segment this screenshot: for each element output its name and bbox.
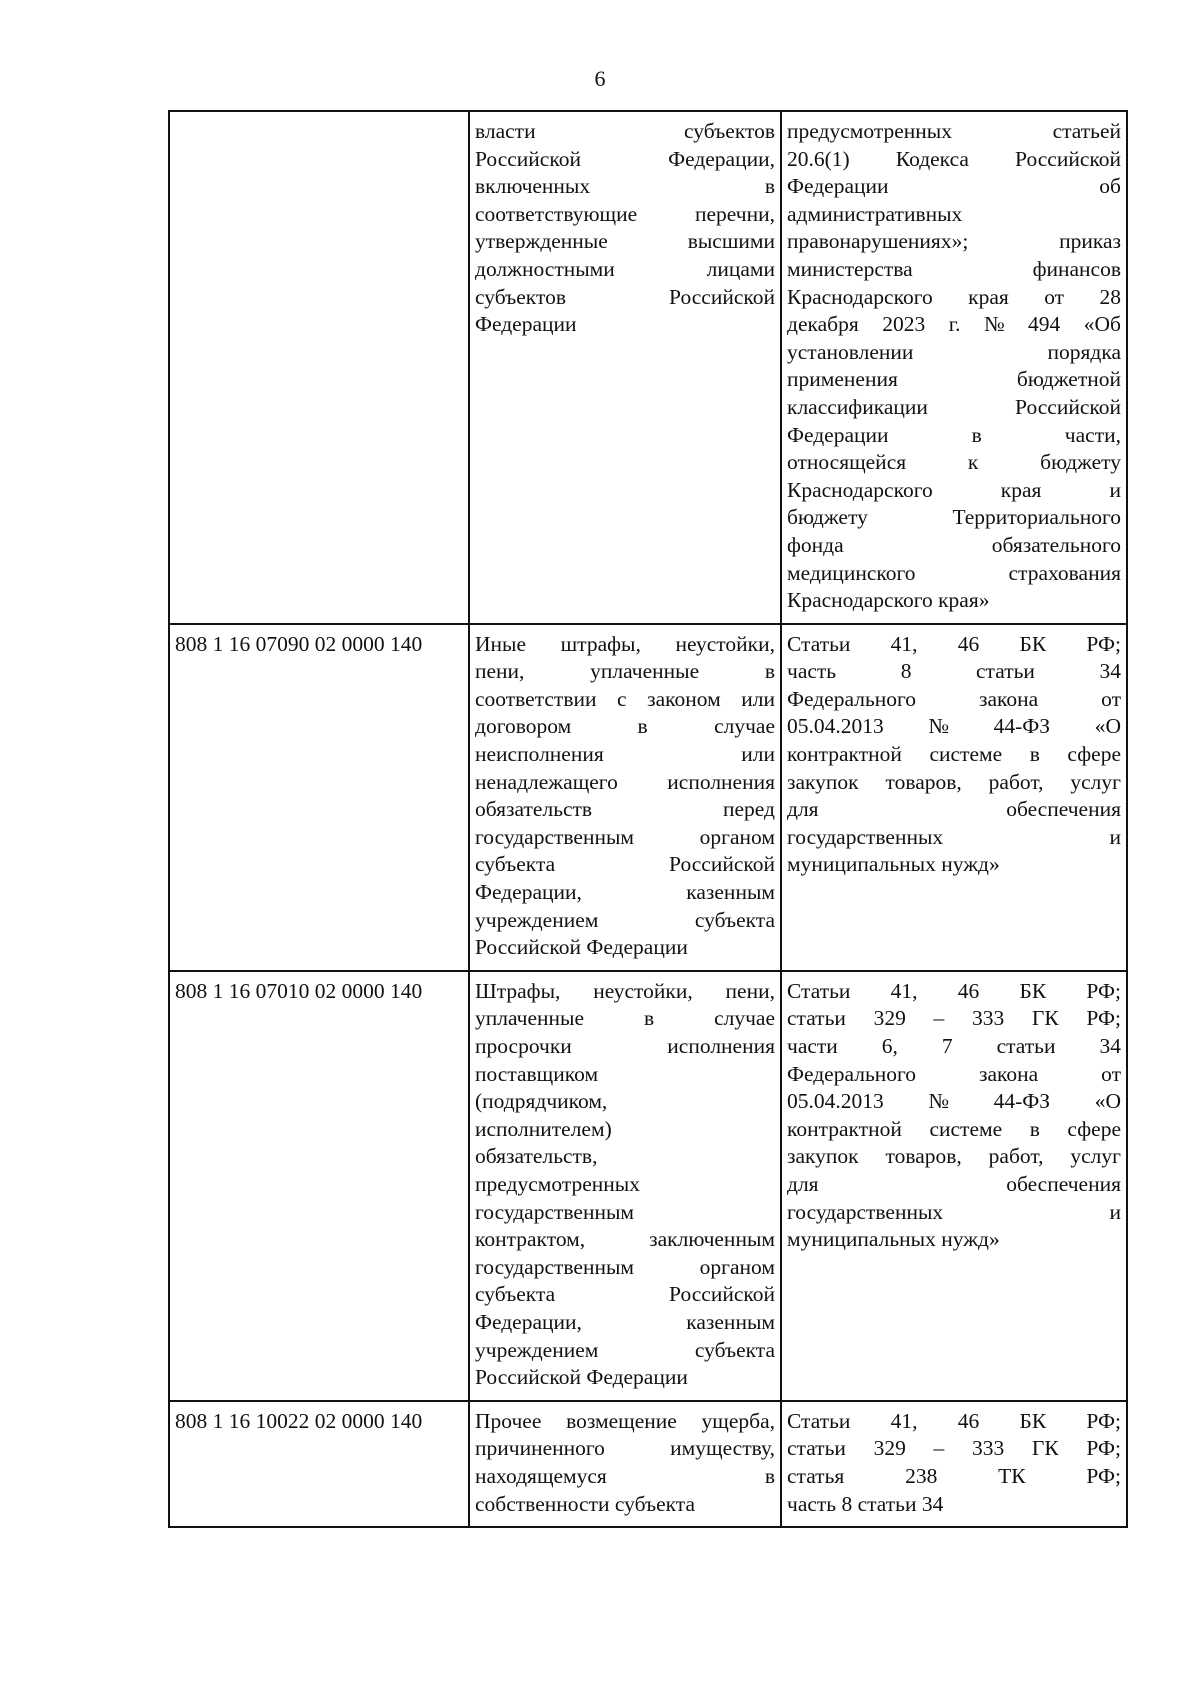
legal-basis-line: относящейся к бюджету xyxy=(787,450,1121,475)
table-row xyxy=(169,1401,1127,1527)
legal-basis-line: медицинского страхования xyxy=(787,560,1121,585)
legal-basis-line: применения бюджетной xyxy=(787,367,1121,392)
revenue-name-line: соответствующие перечни, xyxy=(475,201,775,226)
legal-basis-line: Краснодарского края» xyxy=(787,588,990,613)
legal-basis-line: части 6, 7 статьи 34 xyxy=(787,1034,1121,1058)
revenue-code-cell: 808 1 16 10022 02 0000 140 xyxy=(169,1401,469,1527)
revenue-name-line: причиненного имуществу, xyxy=(475,1436,775,1461)
revenue-name-line: обязательств перед xyxy=(475,797,775,822)
legal-basis-line: декабря 2023 г. № 494 «Об xyxy=(787,312,1121,337)
revenue-name-line: Российской Федерации xyxy=(475,935,688,960)
legal-basis-line: для обеспечения xyxy=(787,1171,1121,1196)
revenue-name-line: утвержденные высшими xyxy=(475,229,775,254)
revenue-name-line: пени, уплаченные в xyxy=(475,659,775,684)
legal-basis-line: Федерального закона от xyxy=(787,686,1121,711)
legal-basis-line: закупок товаров, работ, услуг xyxy=(787,769,1121,794)
legal-basis-line: Федерального закона от xyxy=(787,1061,1121,1086)
revenue-name-line: власти субъектов xyxy=(475,119,775,143)
revenue-name-line: учреждением субъекта xyxy=(475,1337,775,1362)
legal-basis-line: правонарушениях»; приказ xyxy=(787,229,1121,254)
page-number: 6 xyxy=(594,66,606,91)
revenue-name-line: Штрафы, неустойки, пени, xyxy=(475,978,775,1003)
legal-basis-line: государственных и xyxy=(787,824,1121,849)
legal-basis-line: 20.6(1) Кодекса Российской xyxy=(787,146,1121,171)
revenue-name-line: обязательств, xyxy=(475,1144,598,1169)
legal-basis-line: муниципальных нужд» xyxy=(787,852,1000,877)
legal-basis-line: министерства финансов xyxy=(787,256,1121,281)
legal-basis-line: статьи 329 – 333 ГК РФ; xyxy=(787,1006,1121,1031)
revenue-name-line: просрочки исполнения xyxy=(475,1034,775,1058)
revenue-name-line: Прочее возмещение ущерба, xyxy=(475,1408,775,1433)
revenue-name-line: уплаченные в случае xyxy=(475,1006,775,1031)
revenue-name-line: должностными лицами xyxy=(475,256,775,281)
revenue-name-line: Иные штрафы, неустойки, xyxy=(475,631,775,656)
legal-basis-line: статья 238 ТК РФ; xyxy=(787,1463,1121,1488)
legal-basis-line: государственных и xyxy=(787,1199,1121,1224)
revenue-name-line: Федерации, казенным xyxy=(475,1309,775,1334)
legal-basis-line: Федерации в части, xyxy=(787,422,1121,447)
revenue-name-line: государственным органом xyxy=(475,824,775,849)
legal-basis-line: Статьи 41, 46 БК РФ; xyxy=(787,1408,1121,1433)
legal-basis-line: муниципальных нужд» xyxy=(787,1227,1000,1252)
legal-basis-line: Статьи 41, 46 БК РФ; xyxy=(787,978,1121,1003)
revenue-name-line: ненадлежащего исполнения xyxy=(475,769,775,794)
legal-basis-cell xyxy=(781,111,1127,624)
legal-basis-line: Федерации об xyxy=(787,174,1121,199)
legal-basis-line: бюджету Территориального xyxy=(787,505,1121,530)
revenue-name-line: находящемуся в xyxy=(475,1463,775,1488)
revenue-name-line: (подрядчиком, xyxy=(475,1089,608,1114)
legal-basis-line: 05.04.2013 № 44-ФЗ «О xyxy=(787,714,1121,739)
legal-basis-line: административных xyxy=(787,201,963,226)
legal-basis-cell xyxy=(781,971,1127,1401)
revenue-name-line: поставщиком xyxy=(475,1061,599,1086)
revenue-name-line: субъектов Российской xyxy=(475,284,775,309)
revenue-name-line: Российской Федерации, xyxy=(475,146,775,171)
legal-basis-cell xyxy=(781,1401,1127,1527)
legal-basis-line: классификации Российской xyxy=(787,394,1121,419)
revenue-name-cell xyxy=(469,971,781,1401)
revenue-code-cell: 808 1 16 07090 02 0000 140 xyxy=(169,624,469,971)
revenue-name-line: субъекта Российской xyxy=(475,852,775,877)
revenue-name-line: предусмотренных xyxy=(475,1171,640,1196)
legal-basis-cell xyxy=(781,624,1127,971)
table-row xyxy=(169,111,1127,624)
revenue-name-line: контрактом, заключенным xyxy=(475,1227,775,1252)
revenue-name-line: Федерации xyxy=(475,312,577,337)
revenue-name-line: исполнителем) xyxy=(475,1116,612,1141)
revenue-name-line: соответствии с законом или xyxy=(475,686,775,711)
revenue-name-line: субъекта Российской xyxy=(475,1282,775,1307)
revenue-name-cell xyxy=(469,111,781,624)
revenue-name-line: учреждением субъекта xyxy=(475,907,775,932)
revenue-name-line: договором в случае xyxy=(475,714,775,739)
legal-basis-line: Статьи 41, 46 БК РФ; xyxy=(787,631,1121,656)
revenue-name-cell xyxy=(469,624,781,971)
revenue-name-line: государственным органом xyxy=(475,1254,775,1279)
legal-basis-line: фонда обязательного xyxy=(787,532,1121,557)
revenue-name-line: включенных в xyxy=(475,174,775,199)
table-row xyxy=(169,624,1127,971)
legal-basis-line: контрактной системе в сфере xyxy=(787,1116,1121,1141)
legal-basis-line: закупок товаров, работ, услуг xyxy=(787,1144,1121,1169)
revenue-name-line: Федерации, казенным xyxy=(475,880,775,905)
revenue-name-line: Российской Федерации xyxy=(475,1365,688,1390)
legal-basis-line: 05.04.2013 № 44-ФЗ «О xyxy=(787,1089,1121,1114)
revenue-codes-table xyxy=(168,110,1128,1528)
legal-basis-line: часть 8 статьи 34 xyxy=(787,659,1121,684)
legal-basis-line: часть 8 статьи 34 xyxy=(787,1491,944,1516)
legal-basis-line: установлении порядка xyxy=(787,339,1121,364)
revenue-name-line: неисполнения или xyxy=(475,742,775,767)
revenue-code-cell xyxy=(169,111,469,624)
table-row xyxy=(169,971,1127,1401)
legal-basis-line: Краснодарского края и xyxy=(787,477,1121,502)
legal-basis-line: Краснодарского края от 28 xyxy=(787,284,1121,309)
legal-basis-line: контрактной системе в сфере xyxy=(787,742,1121,767)
legal-basis-line: статьи 329 – 333 ГК РФ; xyxy=(787,1436,1121,1461)
revenue-name-cell xyxy=(469,1401,781,1527)
revenue-name-line: государственным xyxy=(475,1199,635,1224)
revenue-name-line: собственности субъекта xyxy=(475,1491,696,1516)
legal-basis-line: для обеспечения xyxy=(787,797,1121,822)
legal-basis-line: предусмотренных статьей xyxy=(787,119,1121,143)
revenue-code-cell: 808 1 16 07010 02 0000 140 xyxy=(169,971,469,1401)
